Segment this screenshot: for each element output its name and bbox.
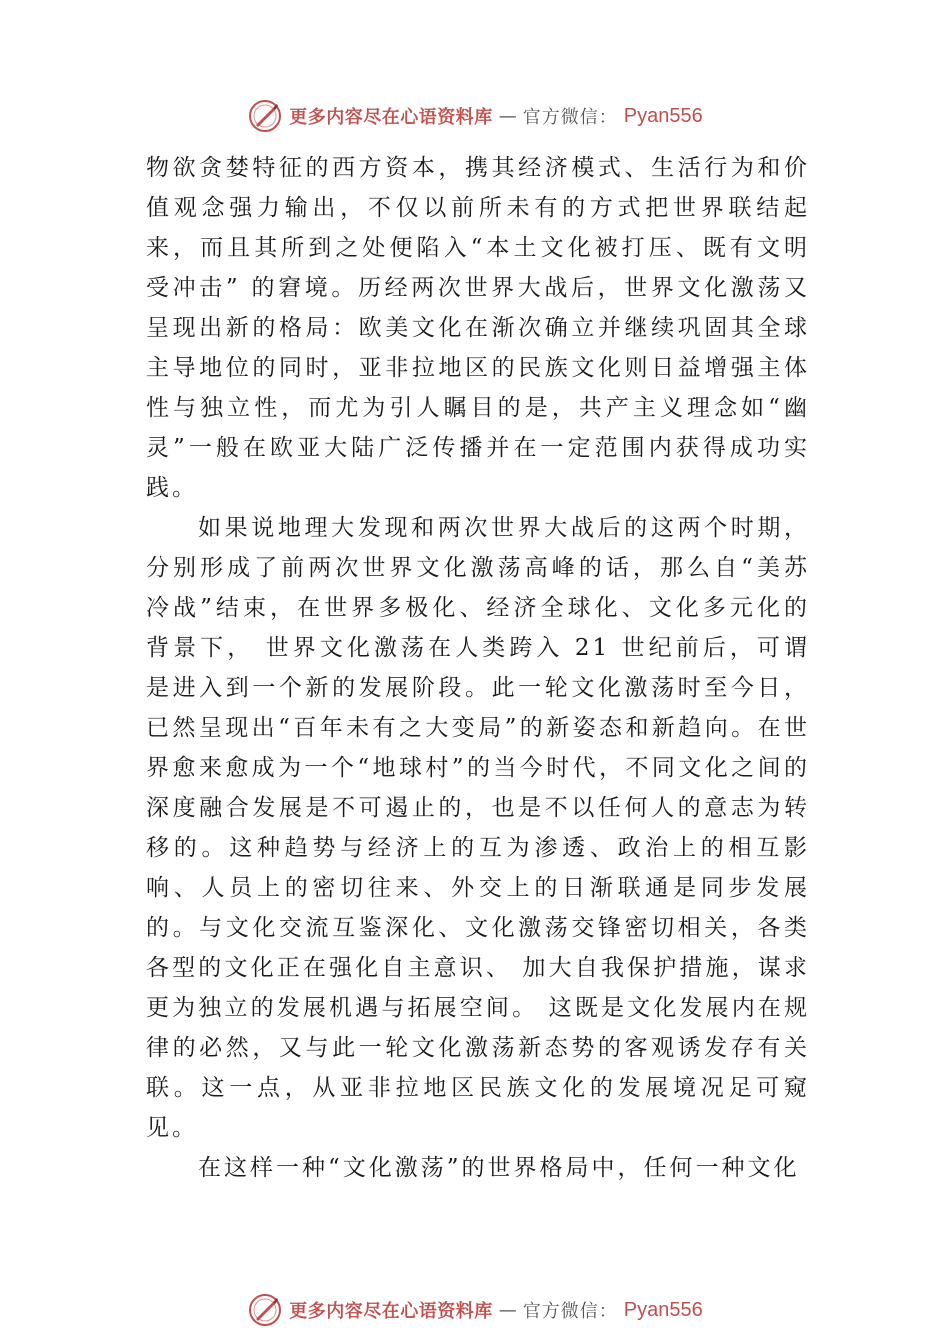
footer-separator: — [498,1299,517,1321]
footer-banner [0,1290,950,1330]
header-main-text: 更多内容尽在心语资料库 [289,107,493,128]
header-wechat-id: Pyan556 [623,104,703,127]
logo-icon [247,1292,283,1328]
document-body [146,148,810,1188]
footer-main-text: 更多内容尽在心语资料库 [289,1301,493,1322]
footer-wechat-label: 官方微信： [522,1301,618,1322]
paragraph-1: 物欲贪婪特征的西方资本，携其经济模式、生活行为和价值观念强力输出，不仅以前所未有的方式把世界联结起来，而且其所到之处便陷入“本土文化被打压、既有文明受冲击” 的窘境。历经两次世界大战后，世界文化激荡又呈现出新的格局：欧美文化在渐次确立并继续巩固其全球主导地位的同时，亚非拉地区的民族文化则日益增强主体性与独立性，而尤为引人瞩目的是，共产主义理念如“幽灵”一般在欧亚大陆广泛传播并在一定范围内获得成功实践。 [146,155,810,501]
paragraph-3: 在这样一种“文化激荡”的世界格局中，任何一种文化 [198,1155,800,1181]
logo-icon [247,98,283,134]
header-banner [0,96,950,136]
header-wechat-label: 官方微信： [522,107,618,128]
paragraph-2: 如果说地理大发现和两次世界大战后的这两个时期，分别形成了前两次世界文化激荡高峰的话，那么自“美苏冷战”结束，在世界多极化、经济全球化、文化多元化的背景下， 世界文化激荡在人类跨入 21 世纪前后，可谓是进入到一个新的发展阶段。此一轮文化激荡时至今日，已然呈现出“百年未有之大变局”的新姿态和新趋向。在世界愈来愈成为一个“地球村”的当今时代，不同文化之间的深度融合发展是不可遏止的，也是不以任何人的意志为转移的。这种趋势与经济上的互为渗透、政治上的相互影响、人员上的密切往来、外交上的日渐联通是同步发展的。与文化交流互鉴深化、文化激荡交锋密切相关，各类各型的文化正在强化自主意识、 加大自我保护措施，谋求更为独立的发展机遇与拓展空间。 这既是文化发展内在规律的必然，又与此一轮文化激荡新态势的客观诱发存有关联。这一点，从亚非拉地区民族文化的发展境况足可窥见。 [146,515,810,1141]
header-separator: — [498,105,517,127]
footer-wechat-id: Pyan556 [623,1298,703,1321]
